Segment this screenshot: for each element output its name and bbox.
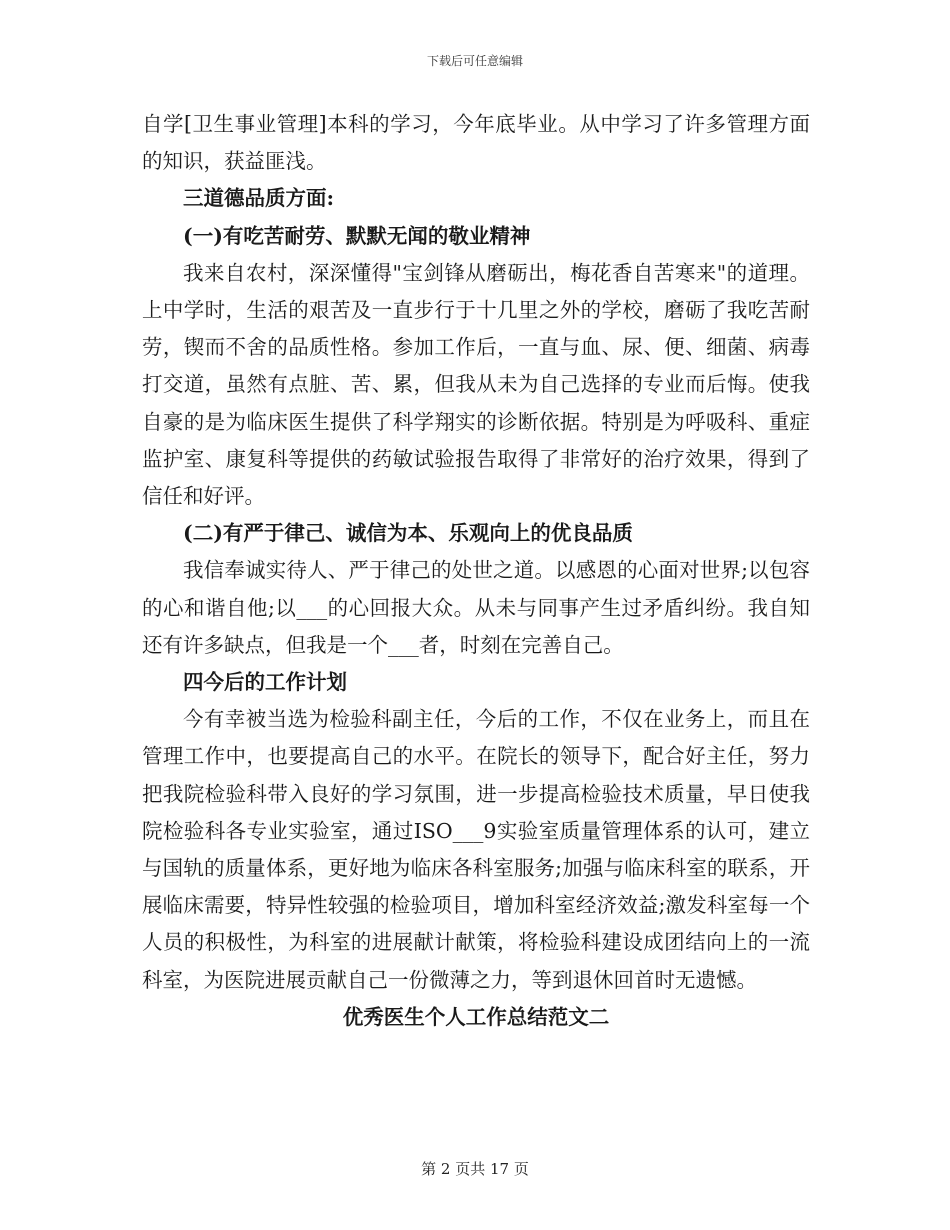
section-heading-morality: 三道德品质方面: [183,186,335,211]
section-heading-plan: 四今后的工作计划 [183,670,347,695]
subheading-dedication: (一)有吃苦耐劳、默默无闻的敬业精神 [183,223,531,248]
document-body [142,106,810,1036]
paragraph-plan: 今有幸被当选为检验科副主任，今后的工作，不仅在业务上，而且在管理工作中，也要提高自己的水平。在院长的领导下，配合好主任，努力把我院检验科带入良好的学习氛围，进一步提高检验技术质量，早日使我院检验科各专业实验室，通过ISO___9实验室质量管理体系的认可，建立与国轨的质量体系，更好地为临床各科室服务;加强与临床科室的联系，开展临床需要，特异性较强的检验项目，增加科室经济效益;激发科室每一个人员的积极性，为科室的进展献计献策，将检验科建设成团结向上的一流科室，为医院进展贡献自己一份微薄之力，等到退休回首时无遗憾。 [142,707,810,992]
document-title-2: 优秀医生个人工作总结范文二 [342,1004,610,1029]
paragraph-integrity: 我信奉诚实待人、严于律己的处世之道。以感恩的心面对世界;以包容的心和谐自他;以___的心回报大众。从未与同事产生过矛盾纠纷。我自知还有许多缺点，但我是一个___者，时刻在完善自己。 [142,558,810,657]
paragraph-dedication: 我来自农村，深深懂得"宝剑锋从磨砺出，梅花香自苦寒来"的道理。上中学时，生活的艰苦及一直步行于十几里之外的学校，磨砺了我吃苦耐劳，锲而不舍的品质性格。参加工作后，一直与血、尿、便、细菌、病毒打交道，虽然有点脏、苦、累，但我从未为自己选择的专业而后悔。使我自豪的是为临床医生提供了科学翔实的诊断依据。特别是为呼吸科、重症监护室、康复科等提供的药敏试验报告取得了非常好的治疗效果，得到了信任和好评。 [142,260,810,509]
subheading-integrity: (二)有严于律己、诚信为本、乐观向上的优良品质 [183,521,633,546]
paragraph-study: 自学[卫生事业管理]本科的学习，今年底毕业。从中学习了许多管理方面的知识，获益匪浅。 [142,112,810,174]
page-header: 下载后可任意编辑 [426,54,523,68]
page-footer: 第 2 页共 17 页 [421,1160,529,1178]
